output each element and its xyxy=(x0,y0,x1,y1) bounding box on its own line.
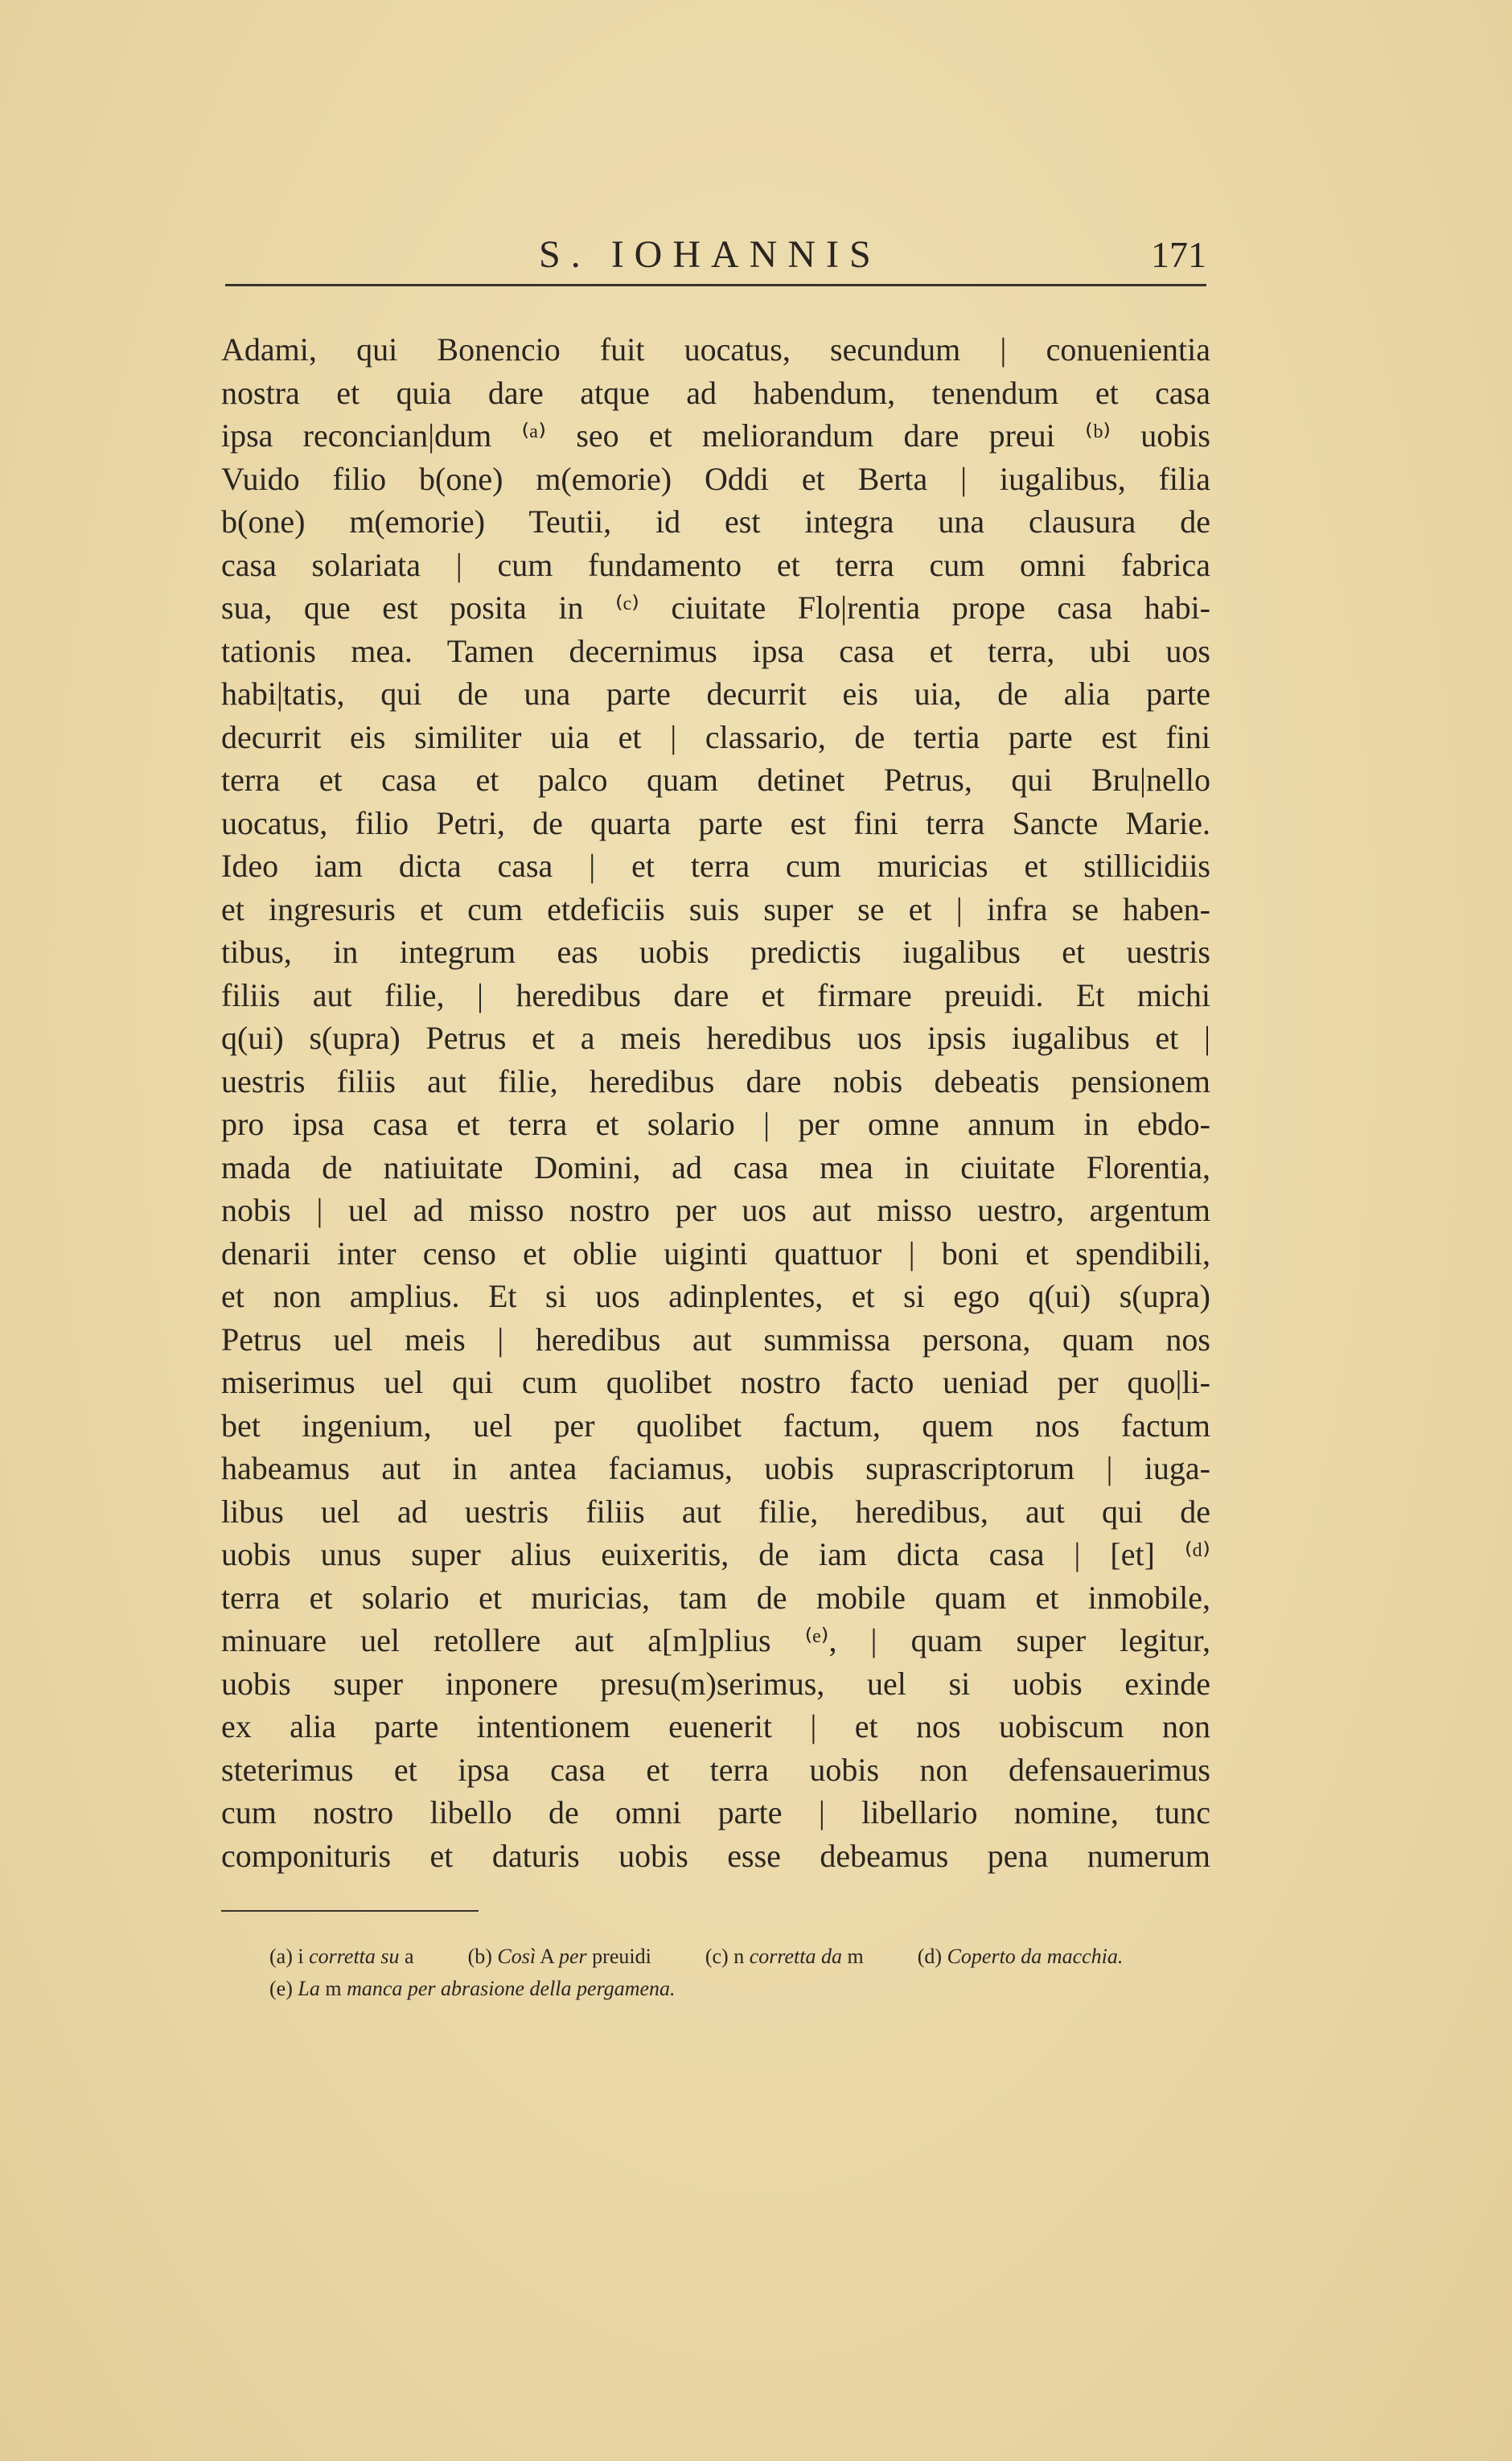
text-line: nobis | uel ad misso nostro per uos aut misso uestro, argentum xyxy=(221,1192,1210,1228)
text-line: nostra et quia dare atque ad habendum, tenendum et casa xyxy=(221,374,1210,411)
text-line: componituris et daturis uobis esse debeamus pena numerum xyxy=(221,1837,1210,1874)
text-line: uocatus, filio Petri, de quarta parte est fini terra Sancte Marie. xyxy=(221,804,1210,841)
text-line: uobis super inponere presu(m)serimus, uel si uobis exinde xyxy=(221,1665,1210,1702)
text-line: sua, que est posita in ⁽ᶜ⁾ ciuitate Flo|rentia prope casa habi- xyxy=(221,590,1210,626)
text-line: Petrus uel meis | heredibus aut summissa persona, quam nos xyxy=(221,1321,1210,1358)
footnote-text: A xyxy=(540,1945,554,1968)
footnote-line xyxy=(269,1973,1226,2005)
text-line: Vuido filio b(one) m(emorie) Oddi et Berta | iugalibus, filia xyxy=(221,460,1210,497)
text-line: denarii inter censo et oblie uiginti quattuor | boni et spendibili, xyxy=(221,1235,1210,1272)
text-line: pro ipsa casa et terra et solario | per omne annum in ebdo- xyxy=(221,1106,1210,1142)
footnotes xyxy=(269,1941,1226,2005)
text-line: filiis aut filie, | heredibus dare et firmare preuidi. Et michi xyxy=(221,976,1210,1013)
footnote-rule xyxy=(221,1910,479,1912)
text-line: uobis unus super alius euixeritis, de iam dicta casa | [et] ⁽ᵈ⁾ xyxy=(221,1536,1210,1572)
text-line: decurrit eis similiter uia et | classario, de tertia parte est fini xyxy=(221,718,1210,755)
text-line: tationis mea. Tamen decernimus ipsa casa et terra, ubi uos xyxy=(221,632,1210,669)
text-line: terra et solario et muricias, tam de mobile quam et inmobile, xyxy=(221,1579,1210,1616)
footnote-italic: La xyxy=(298,1977,320,2000)
text-line: cum nostro libello de omni parte | libellario nomine, tunc xyxy=(221,1794,1210,1830)
text-line: ex alia parte intentionem euenerit | et nos uobiscum non xyxy=(221,1708,1210,1744)
text-line: libus uel ad uestris filiis aut filie, heredibus, aut qui de xyxy=(221,1493,1210,1530)
footnote-italic: Così xyxy=(497,1945,536,1968)
footnote-a xyxy=(269,1945,419,1968)
text-line: et ingresuris et cum etdeficiis suis super se et | infra se haben- xyxy=(221,890,1210,927)
footnote-e xyxy=(269,1977,676,2000)
text-line: tibus, in integrum eas uobis predictis iugalibus et uestris xyxy=(221,934,1210,970)
footnote-line xyxy=(269,1941,1226,1973)
text-line: habi|tatis, qui de una parte decurrit eis uia, de alia parte xyxy=(221,676,1210,712)
text-line: Adami, qui Bonencio fuit uocatus, secundum | conuenientia xyxy=(221,331,1210,368)
footnote-d xyxy=(918,1945,1124,1968)
footnote-text: i xyxy=(298,1945,304,1968)
footnote-text: a xyxy=(405,1945,414,1968)
footnote-italic: per xyxy=(559,1945,587,1968)
text-line: q(ui) s(upra) Petrus et a meis heredibus uos ipsis iugalibus et | xyxy=(221,1020,1210,1056)
text-line: habeamus aut in antea faciamus, uobis suprascriptorum | iuga- xyxy=(221,1450,1210,1486)
footnote-mark: (c) xyxy=(705,1945,729,1968)
footnote-b xyxy=(468,1945,657,1968)
footnote-c xyxy=(705,1945,869,1968)
text-line: ipsa reconcian|dum ⁽ᵃ⁾ seo et meliorandum dare preui ⁽ᵇ⁾ uobis xyxy=(221,417,1210,454)
footnote-mark: (d) xyxy=(917,1945,943,1968)
text-line: bet ingenium, uel per quolibet factum, quem nos factum xyxy=(221,1407,1210,1444)
footnote-mark: (b) xyxy=(467,1945,492,1968)
footnote-italic: manca per abrasione della pergamena. xyxy=(347,1977,676,2000)
text-line: casa solariata | cum fundamento et terra cum omni fabrica xyxy=(221,546,1210,583)
text-line: Ideo iam dicta casa | et terra cum muricias et stillicidiis xyxy=(221,848,1210,884)
text-line: uestris filiis aut filie, heredibus dare nobis debeatis pensionem xyxy=(221,1062,1210,1099)
text-line: miserimus uel qui cum quolibet nostro facto ueniad per quo|li- xyxy=(221,1364,1210,1400)
footnote-italic: corretta da xyxy=(749,1945,842,1968)
footnote-text: n xyxy=(733,1945,745,1968)
footnote-mark: (e) xyxy=(269,1977,293,2000)
text-line: minuare uel retollere aut a[m]plius ⁽ᵉ⁾, | quam super legitur, xyxy=(221,1622,1210,1658)
page-header xyxy=(225,225,1206,285)
text-line: steterimus et ipsa casa et terra uobis non defensauerimus xyxy=(221,1751,1210,1788)
text-line: mada de natiuitate Domini, ad casa mea in ciuitate Florentia, xyxy=(221,1148,1210,1185)
footnote-text: m xyxy=(325,1977,342,2000)
header-rule xyxy=(225,284,1206,286)
footnote-text: preuidi xyxy=(592,1945,651,1968)
text-line: b(one) m(emorie) Teutii, id est integra una clausura de xyxy=(221,503,1210,540)
text-line: et non amplius. Et si uos adinplentes, et si ego q(ui) s(upra) xyxy=(221,1278,1210,1314)
page-number: 171 xyxy=(1151,234,1206,275)
running-title: S. IOHANNIS xyxy=(539,233,881,276)
footnote-text: m xyxy=(847,1945,864,1968)
text-line: terra et casa et palco quam detinet Petrus, qui Bru|nello xyxy=(221,762,1210,798)
footnote-italic: Coperto da macchia. xyxy=(947,1945,1124,1968)
body-text xyxy=(221,328,1210,1877)
footnote-italic: corretta su xyxy=(309,1945,400,1968)
footnote-mark: (a) xyxy=(269,1945,293,1968)
